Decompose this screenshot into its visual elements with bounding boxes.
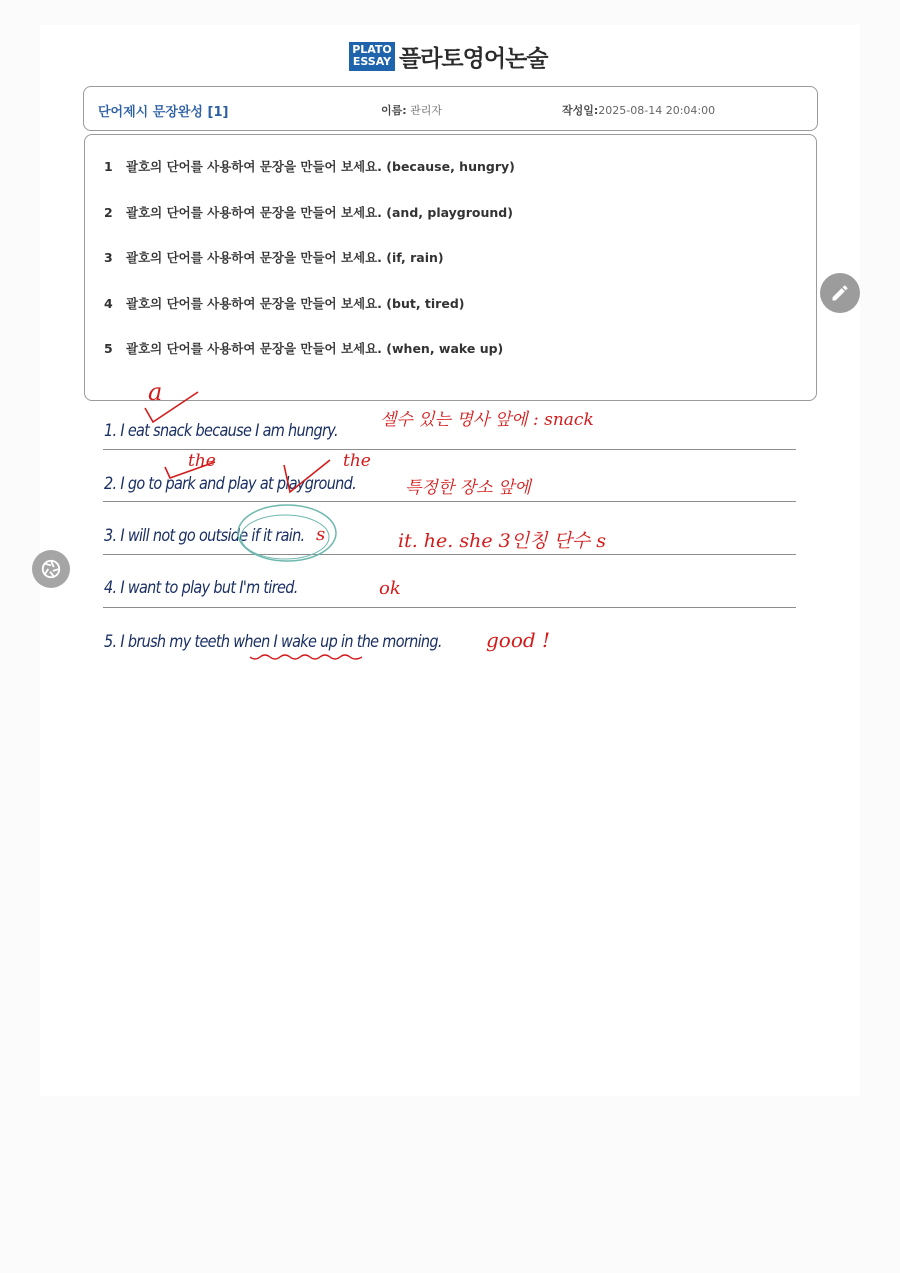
created-date — [562, 102, 715, 118]
question-text: 괄호의 단어를 사용하여 문장을 만들어 보세요. (when, wake up) — [126, 341, 504, 356]
answer-rule — [103, 607, 796, 608]
name-label: 이름: — [381, 104, 407, 117]
answer-3: 3. I will not go outside if it rain. — [104, 526, 305, 546]
brand-name: 플라토영어논술 — [399, 45, 548, 72]
correction-insert-the-2: the — [343, 451, 371, 471]
logo-badge-line1: PLATO — [352, 43, 392, 56]
question-item — [104, 203, 513, 221]
correction-insert-the-1: the — [188, 451, 216, 471]
question-item — [104, 157, 515, 175]
correction-note-2: 특정한 장소 앞에 — [405, 478, 531, 498]
logo-badge — [349, 42, 395, 71]
question-number: 1 — [104, 159, 113, 174]
question-number: 2 — [104, 205, 113, 220]
question-item — [104, 339, 503, 357]
question-text: 괄호의 단어를 사용하여 문장을 만들어 보세요. (and, playground) — [126, 205, 513, 220]
question-list — [84, 134, 817, 401]
logo-badge-line2: ESSAY — [352, 55, 392, 68]
question-number: 5 — [104, 341, 113, 356]
answer-rule — [103, 554, 796, 555]
correction-note-1: 셀수 있는 명사 앞에 : snack — [380, 410, 594, 430]
student-name — [381, 102, 442, 118]
worksheet-title: 단어제시 문장완성 [1] — [98, 105, 229, 120]
answer-rule — [103, 449, 796, 450]
brand-logo — [349, 41, 548, 71]
answer-1: 1. I eat snack because I am hungry. — [104, 421, 338, 441]
edit-fab-button[interactable] — [820, 273, 860, 313]
correction-note-5: good ! — [486, 628, 551, 652]
question-text: 괄호의 단어를 사용하여 문장을 만들어 보세요. (but, tired) — [126, 296, 465, 311]
question-number: 4 — [104, 296, 113, 311]
question-number: 3 — [104, 250, 113, 265]
correction-note-3: it. he. she 3인칭 단수 s — [398, 530, 606, 552]
correction-note-4: ok — [379, 578, 401, 599]
answer-rule — [103, 501, 796, 502]
date-value: 2025-08-14 20:04:00 — [598, 104, 716, 117]
worksheet-header — [83, 86, 818, 131]
answer-2: 2. I go to park and play at playground. — [104, 474, 357, 494]
pencil-icon — [830, 283, 850, 303]
question-text: 괄호의 단어를 사용하여 문장을 만들어 보세요. (because, hungry) — [126, 159, 515, 174]
date-label: 작성일: — [562, 104, 599, 117]
correction-insert-a: a — [148, 378, 163, 406]
question-item — [104, 248, 444, 266]
name-value: 관리자 — [410, 104, 443, 117]
question-text: 괄호의 단어를 사용하여 문장을 만들어 보세요. (if, rain) — [126, 250, 444, 265]
answer-4: 4. I want to play but I'm tired. — [104, 578, 298, 598]
correction-insert-s: s — [316, 524, 326, 545]
answer-5: 5. I brush my teeth when I wake up in the morning. — [104, 632, 442, 652]
camera-shutter-icon — [40, 558, 62, 580]
question-item — [104, 294, 464, 312]
capture-button[interactable] — [32, 550, 70, 588]
